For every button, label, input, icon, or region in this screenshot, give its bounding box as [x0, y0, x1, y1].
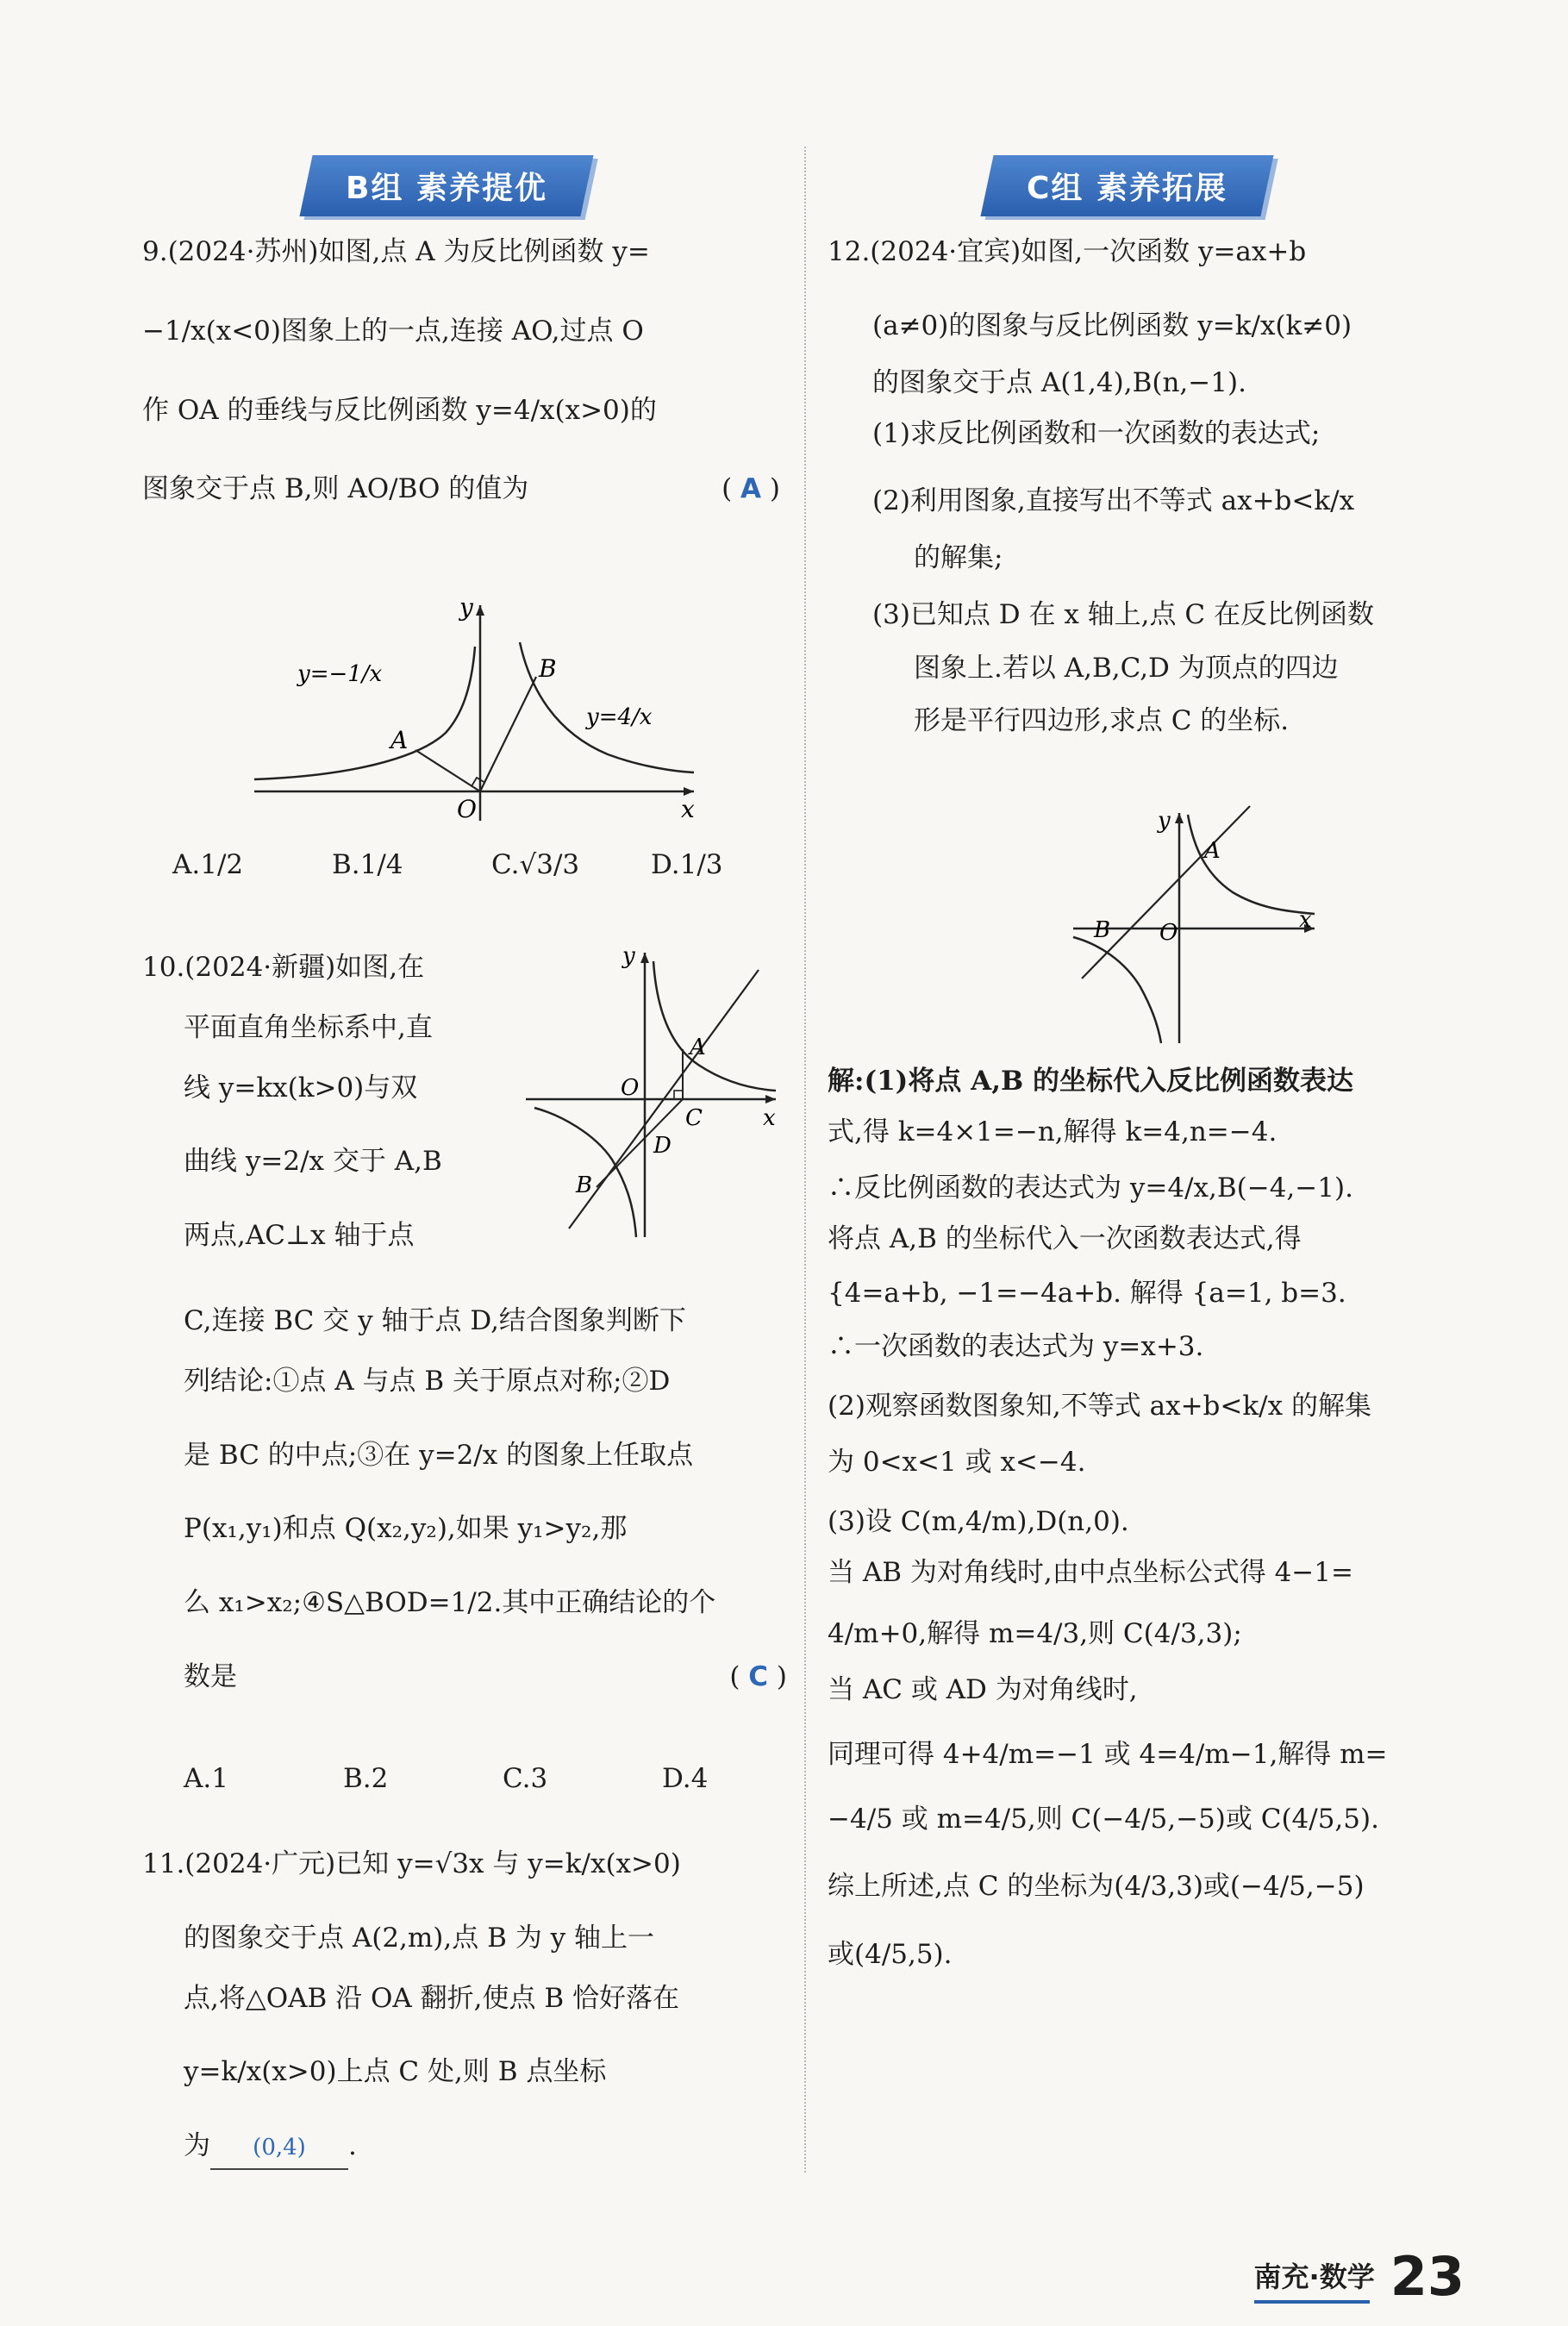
q12-part3c: 形是平行四边形,求点 C 的坐标. [914, 705, 1290, 737]
q10-point-d: D [653, 1133, 672, 1159]
q9-answer: A [740, 473, 762, 505]
q9-line4: 图象交于点 B,则 AO/BO 的值为 [142, 473, 529, 505]
q10-line3: 线 y=kx(k>0)与双 [184, 1072, 418, 1104]
q9-curve2-label: y=4/x [586, 704, 653, 730]
q9-curve1-label: y=−1/x [297, 661, 383, 687]
q10-line6: C,连接 BC 交 y 轴于点 D,结合图象判断下 [184, 1305, 686, 1336]
q9-line1: 9.(2024·苏州)如图,点 A 为反比例函数 y= [142, 236, 650, 267]
q10-line4: 曲线 y=2/x 交于 A,B [184, 1146, 442, 1178]
q10-line1: 10.(2024·新疆)如图,在 [142, 952, 425, 983]
q10-origin: O [621, 1075, 640, 1101]
q12-part2b: 的解集; [914, 541, 1003, 573]
solution-line: 解:(1)将点 A,B 的坐标代入反比例函数表达 [828, 1066, 1353, 1097]
solution-line: 4/m+0,解得 m=4/3,则 C(4/3,3); [828, 1617, 1242, 1649]
q12-line1: 12.(2024·宜宾)如图,一次函数 y=ax+b [828, 236, 1307, 267]
q9-option-a: A.1/2 [172, 849, 244, 880]
q10-line11: 数是 [184, 1660, 237, 1692]
question-10-cont: C,连接 BC 交 y 轴于点 D,结合图象判断下 列结论:①点 A 与点 B 关于原点对称;②D 是 BC 的中点;③在 y=2/x 的图象上任取点 P(x₁,y₁)和点 Q(x₂,y₂),如果 y₁>y₂,那 么 x₁>x₂;④S△BOD=1/2.其中正确结论的个 数是 ( C ) [184, 1297, 787, 1702]
q10-answer: C [748, 1660, 769, 1692]
q9-option-d: D.1/3 [651, 849, 723, 880]
q10-line8: 是 BC 的中点;③在 y=2/x 的图象上任取点 [184, 1439, 694, 1471]
q10-line9: P(x₁,y₁)和点 Q(x₂,y₂),如果 y₁>y₂,那 [184, 1513, 628, 1545]
question-9: 9.(2024·苏州)如图,点 A 为反比例函数 y= −1/x(x<0)图象上的一点,连接 AO,过点 O 作 OA 的垂线与反比例函数 y=4/x(x>0)的 图象交于点 B,则 AO/BO 的值为 ( A ) [142, 228, 780, 514]
q10-axis-x: x [763, 1105, 776, 1131]
q10-options [184, 1763, 821, 1794]
q9-axis-x: x [681, 795, 695, 823]
solution-line: 为 0<x<1 或 x<−4. [828, 1447, 1086, 1479]
q12-part2a: (2)利用图象,直接写出不等式 ax+b<k/x [872, 485, 1355, 517]
q11-line2: 的图象交于点 A(2,m),点 B 为 y 轴上一 [184, 1922, 654, 1954]
q12-point-b: B [1094, 917, 1111, 943]
q9-point-b: B [539, 654, 557, 683]
q12-point-a: A [1204, 838, 1221, 864]
question-11: 11.(2024·广元)已知 y=√3x 与 y=k/x(x>0) 的图象交于点 A(2,m),点 B 为 y 轴上一 点,将△OAB 沿 OA 翻折,使点 B 恰好落在 y=k/x(x>0)上点 C 处,则 B 点坐标 为 (0,4) . [142, 1841, 780, 2171]
solution-line: 同理可得 4+4/m=−1 或 4=4/m−1,解得 m= [828, 1738, 1388, 1770]
column-divider [804, 147, 806, 2173]
q12-part1: (1)求反比例函数和一次函数的表达式; [872, 418, 1321, 450]
q10-point-a: A [690, 1035, 706, 1060]
solution-line: 式,得 k=4×1=−n,解得 k=4,n=−4. [828, 1116, 1278, 1147]
q12-line3: 的图象交于点 A(1,4),B(n,−1). [872, 366, 1246, 398]
page-number: 23 [1390, 2245, 1465, 2308]
q11-line4: y=k/x(x>0)上点 C 处,则 B 点坐标 [184, 2056, 607, 2088]
solution-line: 当 AC 或 AD 为对角线时, [828, 1673, 1138, 1705]
q9-graph [246, 595, 711, 828]
q12-part3a: (3)已知点 D 在 x 轴上,点 C 在反比例函数 [872, 598, 1374, 630]
section-banner-b: B组 素养提优 [299, 155, 593, 216]
solution-line: 当 AB 为对角线时,由中点坐标公式得 4−1= [828, 1557, 1353, 1589]
footer-rule [1254, 2300, 1370, 2304]
q10-line7: 列结论:①点 A 与点 B 关于原点对称;②D [184, 1365, 671, 1397]
q10-line2: 平面直角坐标系中,直 [184, 1011, 433, 1043]
q10-graph [517, 944, 784, 1246]
q10-option-b: B.2 [343, 1763, 389, 1794]
section-banner-c: C组 素养拓展 [980, 155, 1273, 216]
q12-graph [1065, 797, 1323, 1047]
q9-point-a: A [390, 726, 409, 754]
q12-origin: O [1159, 920, 1178, 946]
q12-line2: (a≠0)的图象与反比例函数 y=k/x(k≠0) [872, 310, 1352, 341]
solution-line: ∴反比例函数的表达式为 y=4/x,B(−4,−1). [828, 1172, 1353, 1204]
q9-line3: 作 OA 的垂线与反比例函数 y=4/x(x>0)的 [142, 394, 657, 426]
solution-line: 或(4/5,5). [828, 1939, 953, 1971]
q10-line10: 么 x₁>x₂;④S△BOD=1/2.其中正确结论的个 [184, 1587, 716, 1619]
q11-line1: 11.(2024·广元)已知 y=√3x 与 y=k/x(x>0) [142, 1848, 681, 1879]
solution-line: ∴一次函数的表达式为 y=x+3. [828, 1331, 1204, 1363]
page-footer [1253, 2245, 1465, 2308]
solution-line: 综上所述,点 C 的坐标为(4/3,3)或(−4/5,−5) [828, 1871, 1365, 1903]
solution [828, 1056, 1483, 1980]
q9-axis-y: y [459, 595, 473, 622]
q10-point-b: B [576, 1172, 593, 1198]
q10-option-a: A.1 [184, 1763, 228, 1794]
q12-axis-x: x [1299, 907, 1312, 933]
q10-option-c: C.3 [503, 1763, 548, 1794]
question-12 [828, 228, 1474, 746]
solution-line: 将点 A,B 的坐标代入一次函数表达式,得 [828, 1222, 1302, 1254]
q10-axis-y: y [622, 944, 635, 969]
q9-line2: −1/x(x<0)图象上的一点,连接 AO,过点 O [142, 315, 644, 347]
q9-origin: O [457, 795, 477, 823]
q11-line5-prefix: 为 [184, 2130, 210, 2162]
q9-option-b: B.1/4 [332, 849, 403, 880]
q11-line3: 点,将△OAB 沿 OA 翻折,使点 B 恰好落在 [184, 1982, 679, 2014]
q9-option-c: C.√3/3 [491, 849, 580, 880]
q12-axis-y: y [1158, 808, 1171, 834]
question-10 [142, 944, 539, 1260]
solution-line: (2)观察函数图象知,不等式 ax+b<k/x 的解集 [828, 1391, 1371, 1422]
q11-answer: (0,4) [210, 2128, 348, 2170]
solution-line: {4=a+b, −1=−4a+b. 解得 {a=1, b=3. [828, 1277, 1346, 1309]
q12-part3b: 图象上.若以 A,B,C,D 为顶点的四边 [914, 652, 1339, 684]
footer-label: 南充·数学 [1253, 2260, 1375, 2293]
solution-line: (3)设 C(m,4/m),D(n,0). [828, 1506, 1129, 1538]
q9-options [172, 849, 810, 880]
solution-line: −4/5 或 m=4/5,则 C(−4/5,−5)或 C(4/5,5). [828, 1803, 1379, 1835]
q10-point-c: C [685, 1105, 703, 1131]
q10-line5: 两点,AC⊥x 轴于点 [184, 1220, 415, 1252]
q10-option-d: D.4 [662, 1763, 709, 1794]
